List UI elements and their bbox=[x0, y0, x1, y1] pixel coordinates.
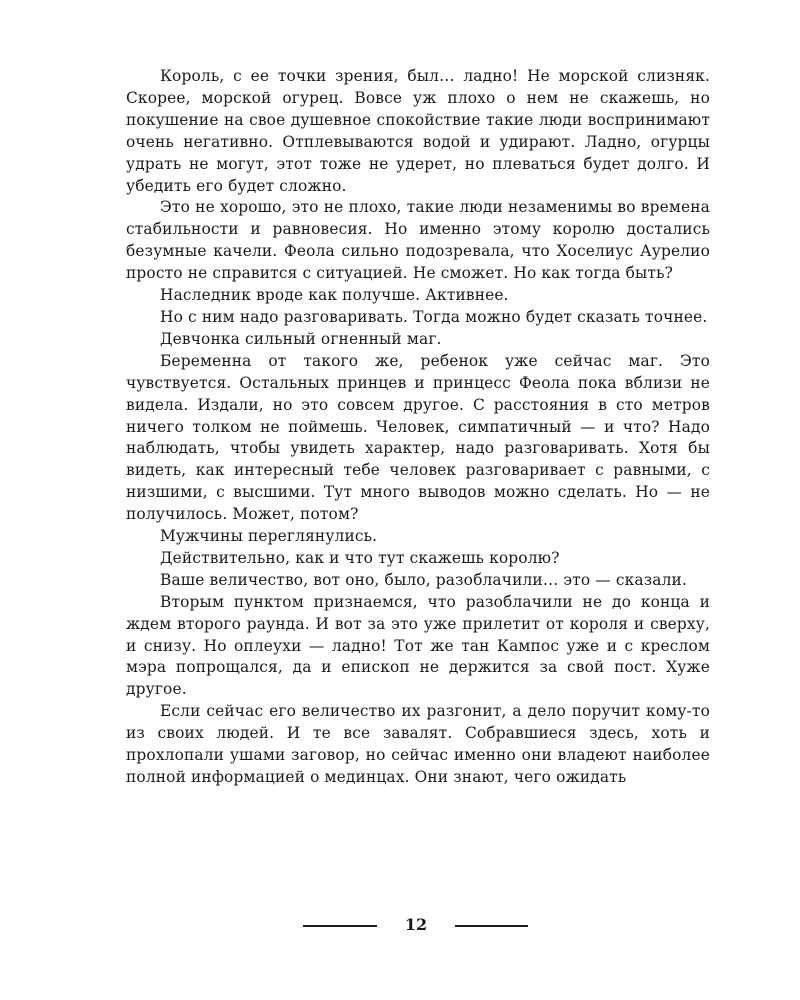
page-number: 12 bbox=[404, 915, 428, 934]
footer-rule-left bbox=[303, 925, 377, 927]
paragraph-9: Ваше величество, вот оно, было, разоблачили… это — сказали. bbox=[160, 570, 687, 589]
paragraph-11: Если сейчас его величество их разгонит, а дело поручит кому-то из своих людей. И те все завалят. Собравшиеся здесь, хоть и прохлопали ушами заговор, но сейчас именно они владеют наиболее полной информацией о мединцах. Они знают, чего ожидать bbox=[126, 702, 710, 786]
paragraph-4: Но с ним надо разговаривать. Тогда можно будет сказать точнее. bbox=[160, 307, 708, 326]
paragraph-8: Действительно, как и что тут скажешь королю? bbox=[160, 548, 560, 567]
paragraph-3: Наследник вроде как получше. Активнее. bbox=[160, 286, 509, 305]
paragraph-1: Король, с ее точки зрения, был… ладно! Не морской слизняк. Скорее, морской огурец. Вовсе уж плохо о нем не скажешь, но покушение на свое душевное спокойствие такие люди воспринимают очень негативно. Отплевываются водой и удирают. Ладно, огурцы удрать не могут, этот тоже не удерет, но плеваться будет долго. И убедить его будет сложно. bbox=[126, 67, 710, 195]
paragraph-6: Беременна от такого же, ребенок уже сейчас маг. Это чувствуется. Остальных принцев и принцесс Феола пока вблизи не видела. Издали, но это совсем другое. С расстояния в сто метров ничего толком не поймешь. Человек, симпатичный — и что? Надо наблюдать, чтобы увидеть характер, надо разговаривать. Хотя бы видеть, как интересный тебе человек разговаривает с равными, с низшими, с высшими. Тут много выводов можно сделать. Но — не получилось. Может, потом? bbox=[126, 351, 710, 524]
paragraph-7: Мужчины переглянулись. bbox=[160, 527, 378, 546]
paragraph-2: Это не хорошо, это не плохо, такие люди незаменимы во времена стабильности и равновесия. Но именно этому королю достались безумные качели. Феола сильно подозревала, что Хоселиус Аурелио просто не справится с ситуацией. Не сможет. Но как тогда быть? bbox=[126, 198, 710, 283]
page-footer bbox=[0, 912, 800, 940]
footer-rule-right bbox=[455, 925, 528, 927]
paragraph-10: Вторым пунктом признаемся, что разоблачили не до конца и ждем второго раунда. И вот за это уже прилетит от короля и сверху, и снизу. Но оплеухи — ладно! Тот же тан Кампос уже и с креслом мэра попрощался, да и епископ не держится за свой пост. Хуже другое. bbox=[126, 592, 710, 699]
paragraph-5: Девчонка сильный огненный маг. bbox=[160, 329, 442, 348]
body-text bbox=[126, 66, 710, 789]
